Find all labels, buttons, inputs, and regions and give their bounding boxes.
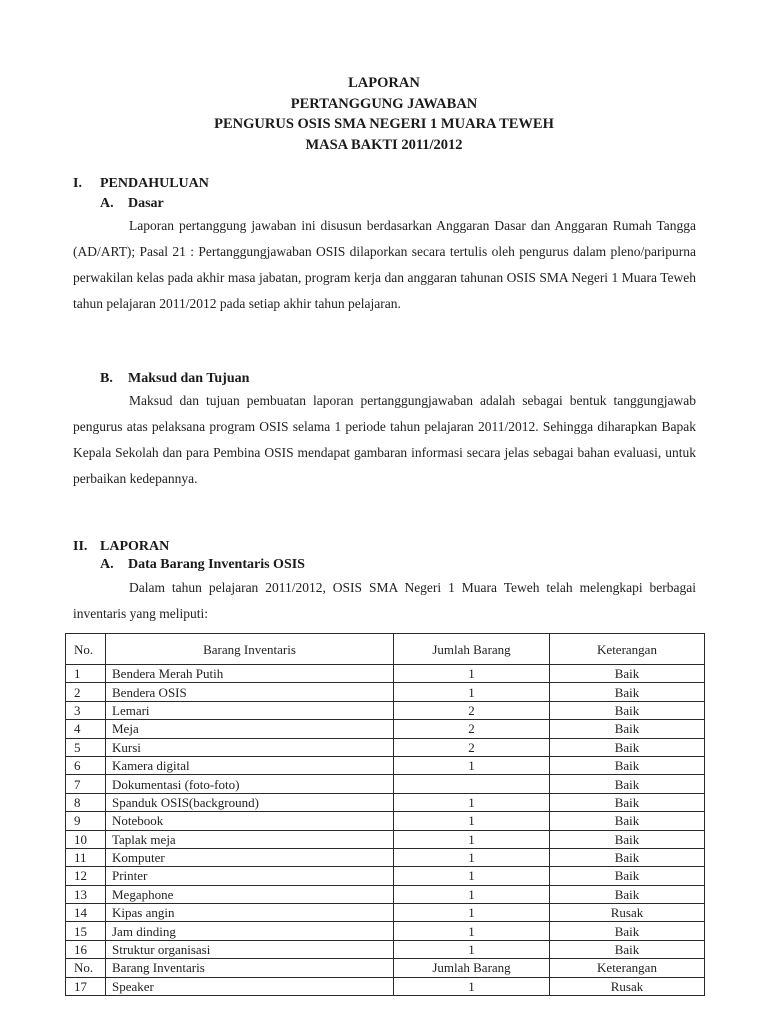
row-item: Megaphone <box>106 885 394 903</box>
row-note: Baik <box>550 885 705 903</box>
section-2-number: II. <box>73 539 88 554</box>
title-line-4: MASA BAKTI 2011/2012 <box>305 136 463 153</box>
subsection-1b-text: Maksud dan tujuan pembuatan laporan pertanggungjawaban adalah sebagai bentuk tanggungjawab pengurus atas pelaksana program OSIS selama 1 periode tahun pelajaran 2011/2012. Sehingga diharapkan Bapak Kepala Sekolah dan para Pembina OSIS mendapat gambaran informasi secara jelas sebagai bahan evaluasi, untuk perbaikan kedepannya. <box>73 393 696 486</box>
section-1-number: I. <box>73 176 82 191</box>
row-no: 7 <box>66 775 106 793</box>
subsection-1b-heading: Maksud dan Tujuan <box>128 371 250 386</box>
row-note: Baik <box>550 701 705 719</box>
table-row <box>66 830 705 848</box>
row-item: Dokumentasi (foto-foto) <box>106 775 394 793</box>
header-note: Keterangan <box>550 634 705 665</box>
table-row <box>66 720 705 738</box>
subsection-1b-paragraph <box>73 388 696 492</box>
row-qty: 2 <box>394 701 550 719</box>
row-no: 2 <box>66 683 106 701</box>
row-qty: 1 <box>394 848 550 866</box>
row-qty: 1 <box>394 683 550 701</box>
row-no: 13 <box>66 885 106 903</box>
table-row <box>66 665 705 683</box>
header-qty: Jumlah Barang <box>394 634 550 665</box>
row-item: Bendera Merah Putih <box>106 665 394 683</box>
row-qty: 1 <box>394 812 550 830</box>
subsection-1a-paragraph <box>73 213 696 317</box>
row-no: 10 <box>66 830 106 848</box>
subsection-2a-label: A. <box>100 557 114 572</box>
row-item: Notebook <box>106 812 394 830</box>
subsection-1a-heading: Dasar <box>128 196 164 211</box>
subsection-2a-heading: Data Barang Inventaris OSIS <box>128 557 305 572</box>
row-note: Rusak <box>550 904 705 922</box>
row-note: Baik <box>550 738 705 756</box>
table-row <box>66 683 705 701</box>
table-row <box>66 977 705 995</box>
row-note: Baik <box>550 665 705 683</box>
row-note: Baik <box>550 756 705 774</box>
row-qty: 1 <box>394 756 550 774</box>
row-qty: 2 <box>394 738 550 756</box>
row-item: Speaker <box>106 977 394 995</box>
row-item: Kursi <box>106 738 394 756</box>
row-no: 16 <box>66 940 106 958</box>
row-qty: 1 <box>394 904 550 922</box>
header-item: Barang Inventaris <box>106 634 394 665</box>
row-note: Baik <box>550 775 705 793</box>
subsection-1a-label: A. <box>100 196 114 211</box>
table-header-row <box>66 634 705 665</box>
row-item: Meja <box>106 720 394 738</box>
table-row <box>66 848 705 866</box>
row-note: Baik <box>550 720 705 738</box>
subsection-1b-label: B. <box>100 371 113 386</box>
row-item: Spanduk OSIS(background) <box>106 793 394 811</box>
row-qty: 1 <box>394 922 550 940</box>
row-no: 12 <box>66 867 106 885</box>
row-qty: 1 <box>394 867 550 885</box>
report-title <box>0 73 768 155</box>
row-no: 9 <box>66 812 106 830</box>
row-item: Taplak meja <box>106 830 394 848</box>
row-note: Baik <box>550 812 705 830</box>
row-no: 14 <box>66 904 106 922</box>
table-row <box>66 904 705 922</box>
row-note: Baik <box>550 793 705 811</box>
row-qty <box>394 775 550 793</box>
row-item: Bendera OSIS <box>106 683 394 701</box>
title-line-1: LAPORAN <box>348 75 420 91</box>
row-note: Baik <box>550 848 705 866</box>
section-1-heading: PENDAHULUAN <box>100 176 209 191</box>
row-no: 8 <box>66 793 106 811</box>
row-no: 15 <box>66 922 106 940</box>
row-note: Baik <box>550 867 705 885</box>
row-qty: 1 <box>394 940 550 958</box>
row-note: Baik <box>550 683 705 701</box>
row-qty: 1 <box>394 793 550 811</box>
row-no: 5 <box>66 738 106 756</box>
subsection-2a-text: Dalam tahun pelajaran 2011/2012, OSIS SMA Negeri 1 Muara Teweh telah melengkapi berbagai inventaris yang meliputi: <box>73 580 696 621</box>
row-item: Printer <box>106 867 394 885</box>
table-row <box>66 940 705 958</box>
row-item: Kamera digital <box>106 756 394 774</box>
row-no: 3 <box>66 701 106 719</box>
row-item: Struktur organisasi <box>106 940 394 958</box>
row-no: 1 <box>66 665 106 683</box>
row-qty: 1 <box>394 977 550 995</box>
row-qty: 2 <box>394 720 550 738</box>
row-qty: 1 <box>394 665 550 683</box>
row-no: 11 <box>66 848 106 866</box>
row-item: Barang Inventaris <box>106 959 394 977</box>
row-note: Keterangan <box>550 959 705 977</box>
title-line-2: PERTANGGUNG JAWABAN <box>290 95 478 112</box>
row-qty: 1 <box>394 830 550 848</box>
section-2-heading: LAPORAN <box>100 539 170 554</box>
table-row <box>66 867 705 885</box>
row-note: Baik <box>550 940 705 958</box>
subsection-1a-text: Laporan pertanggung jawaban ini disusun berdasarkan Anggaran Dasar dan Anggaran Rumah Tangga (AD/ART); Pasal 21 : Pertanggungjawaban OSIS dilaporkan secara tertulis oleh pengurus dalam pleno/paripurna perwakilan kelas pada akhir masa jabatan, program kerja dan anggaran tahunan OSIS SMA Negeri 1 Muara Teweh tahun pelajaran 2011/2012 pada setiap akhir tahun pelajaran. <box>73 218 696 311</box>
row-item: Komputer <box>106 848 394 866</box>
row-qty: Jumlah Barang <box>394 959 550 977</box>
row-item: Lemari <box>106 701 394 719</box>
table-row <box>66 701 705 719</box>
table-row <box>66 922 705 940</box>
table-row <box>66 756 705 774</box>
header-no: No. <box>66 634 106 665</box>
row-note: Baik <box>550 922 705 940</box>
inventory-table <box>65 633 705 996</box>
table-row <box>66 738 705 756</box>
table-row <box>66 885 705 903</box>
row-no: 17 <box>66 977 106 995</box>
table-repeated-header-row <box>66 959 705 977</box>
table-row <box>66 812 705 830</box>
row-no: 6 <box>66 756 106 774</box>
table-row <box>66 793 705 811</box>
row-no: 4 <box>66 720 106 738</box>
row-item: Jam dinding <box>106 922 394 940</box>
row-note: Rusak <box>550 977 705 995</box>
row-item: Kipas angin <box>106 904 394 922</box>
subsection-2a-paragraph <box>73 575 696 627</box>
row-no: No. <box>66 959 106 977</box>
row-qty: 1 <box>394 885 550 903</box>
table-row <box>66 775 705 793</box>
title-line-3: PENGURUS OSIS SMA NEGERI 1 MUARA TEWEH <box>214 116 554 132</box>
row-note: Baik <box>550 830 705 848</box>
